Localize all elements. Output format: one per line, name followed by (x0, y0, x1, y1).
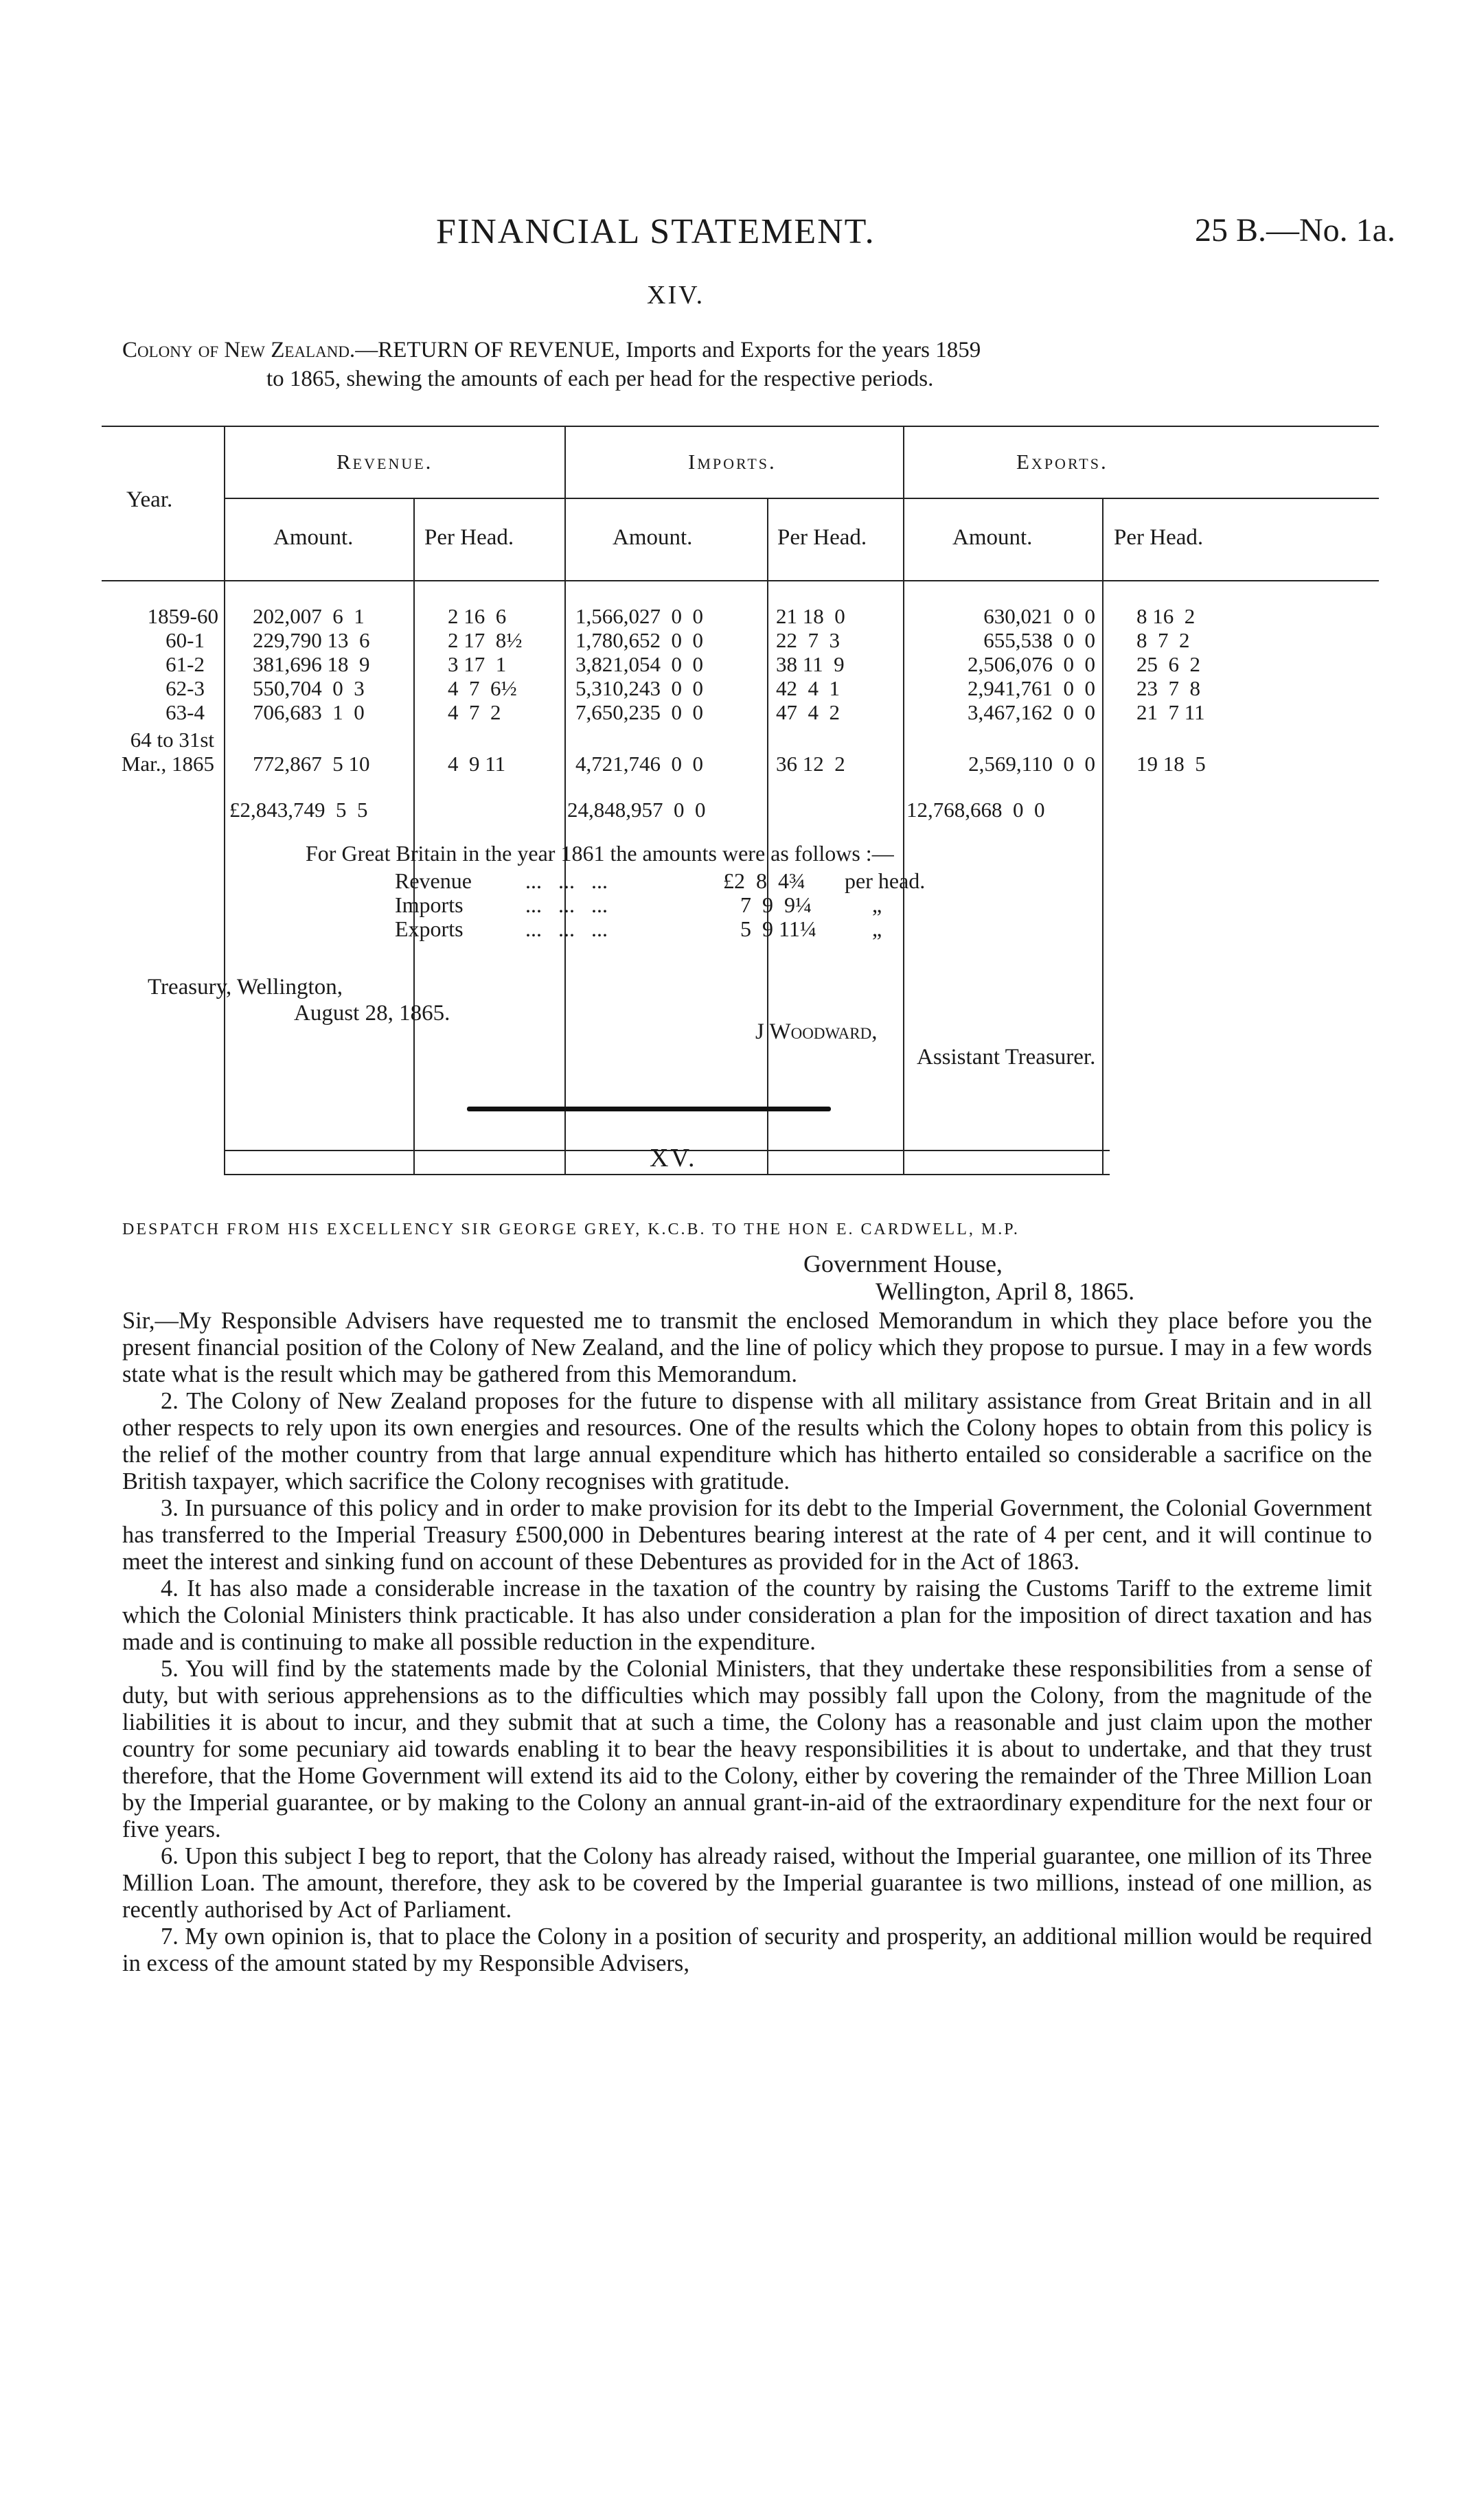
row-imp-amount: 5,310,243 0 0 (575, 676, 703, 700)
row-rev-perhead: 4 7 2 (448, 700, 501, 724)
col-divider-year (224, 426, 225, 1175)
row-rev-perhead: 3 17 1 (448, 652, 507, 676)
col-divider-revenue (564, 426, 566, 1175)
gb-value: £2 8 4¾ (723, 868, 805, 893)
header-exports: Exports. (1016, 450, 1108, 474)
treasury-date: August 28, 1865. (294, 1001, 450, 1026)
row-imp-amount: 1,780,652 0 0 (575, 628, 703, 652)
gb-unit: „ (872, 892, 882, 917)
row-exp-amount: 2,941,761 0 0 (968, 676, 1095, 700)
row-rev-amount: 381,696 18 9 (253, 652, 370, 676)
col-divider-imports (903, 426, 904, 1175)
row-imp-amount: 1,566,027 0 0 (575, 604, 703, 628)
row-exp-perhead: 23 7 8 (1136, 676, 1200, 700)
header-revenue: Revenue. (336, 450, 433, 474)
gb-value: 5 9 11¼ (740, 916, 816, 941)
section-number-xiv: XIV. (647, 281, 705, 310)
section-divider (467, 1107, 831, 1111)
row-year: 60-1 (165, 628, 205, 652)
row-exp-perhead: 8 7 2 (1136, 628, 1190, 652)
row-exp-amount: 3,467,162 0 0 (968, 700, 1095, 724)
paragraph: 4. It has also made a considerable increase in the taxation of the country by raising the Customs Tariff to the extreme limit which the Colonial Ministers think practicable. It has also under consideration a plan for the imposition of direct taxation and has made and is continuing to make all possible reduction in the expenditure. (122, 1575, 1372, 1655)
table-header-rule (102, 580, 1379, 581)
gb-label: Revenue (395, 868, 472, 893)
row-year: 62-3 (165, 676, 205, 700)
header-year: Year. (126, 487, 173, 512)
row-year-line2: Mar., 1865 (121, 752, 214, 776)
row-imp-perhead: 42 4 1 (776, 676, 840, 700)
header-imp-perhead: Per Head. (777, 525, 867, 550)
header-imports: Imports. (688, 450, 777, 474)
table-bottom-rule (224, 1174, 1110, 1175)
despatch-body (122, 1308, 1372, 1977)
row-exp-amount: 2,506,076 0 0 (968, 652, 1095, 676)
treasury-place: Treasury, Wellington, (148, 975, 343, 999)
row-rev-amount: 229,790 13 6 (253, 628, 370, 652)
header-exp-perhead: Per Head. (1114, 525, 1204, 550)
paragraph: 2. The Colony of New Zealand proposes for the future to dispense with all military assistance from Great Britain and in all other respects to rely upon its own energies and resources. One of the results which the Colony hopes to obtain from this policy is the relief of the mother country from that large annual expenditure which has hitherto entailed so considerable a sacrifice on the British taxpayer, which sacrifice the Colony recognises with gratitude. (122, 1388, 1372, 1494)
row-exp-perhead: 19 18 5 (1136, 752, 1206, 776)
row-imp-amount: 7,650,235 0 0 (575, 700, 703, 724)
row-exp-amount: 630,021 0 0 (983, 604, 1095, 628)
table-caption-line1 (122, 336, 981, 364)
paragraph: 5. You will find by the statements made by the Colonial Ministers, that they undertake these responsibilities from a sense of duty, but with serious apprehensions as to the difficulties which may possibly fall upon the Colony, from the magnitude of the liabilities it is about to incur, and they submit that at such a time, the Colony has a reasonable and just claim upon the mother country for some pecuniary aid towards enabling it to bear the heavy responsibilities it is about to undertake, and that they trust therefore, that the Home Government will extend its aid to the Colony, either by covering the remainder of the Three Million Loan by the Imperial guarantee, or by making to the Colony an annual grant-in-aid of the extraordinary expenditure for the next four or five years. (122, 1656, 1372, 1842)
row-imp-perhead: 22 7 3 (776, 628, 840, 652)
gb-label: Imports (395, 892, 464, 917)
col-divider-rev-perhead (413, 499, 415, 1175)
row-exp-perhead: 25 6 2 (1136, 652, 1200, 676)
table-top-rule (102, 426, 1379, 427)
signatory-role: Assistant Treasurer. (917, 1045, 1096, 1070)
row-exp-amount: 655,538 0 0 (983, 628, 1095, 652)
row-rev-perhead: 4 7 6½ (448, 676, 517, 700)
total-revenue: £2,843,749 5 5 (229, 798, 368, 822)
row-imp-perhead: 21 18 0 (776, 604, 845, 628)
total-exports: 12,768,668 0 0 (906, 798, 1045, 822)
row-rev-perhead: 2 16 6 (448, 604, 507, 628)
header-rev-perhead: Per Head. (424, 525, 514, 550)
row-rev-amount: 706,683 1 0 (253, 700, 365, 724)
row-year: 63-4 (165, 700, 205, 724)
gb-value: 7 9 9¼ (740, 892, 812, 917)
row-imp-perhead: 36 12 2 (776, 752, 845, 776)
row-year-line1: 64 to 31st (130, 728, 214, 752)
gb-unit: „ (872, 916, 882, 941)
page-reference: 25 B.—No. 1a. (1195, 212, 1395, 248)
paragraph: 6. Upon this subject I beg to report, that the Colony has already raised, without the Imperial guarantee, one million of its Three Million Loan. The amount, therefore, they ask to be covered by the Imperial guarantee is two millions, instead of one million, as recently authorised by Act of Parliament. (122, 1843, 1372, 1923)
row-rev-amount: 202,007 6 1 (253, 604, 365, 628)
paragraph: Sir,—My Responsible Advisers have requested me to transmit the enclosed Memorandum in which they place before you the present financial position of the Colony of New Zealand, and the line of policy which they propose to pursue. I may in a few words state what is the result which may be gathered from this Memorandum. (122, 1308, 1372, 1387)
caption-colony: Colony of New Zealand. (122, 338, 356, 362)
gb-label: Exports (395, 916, 464, 941)
header-rev-amount: Amount. (273, 525, 354, 550)
gb-dots: ... ... ... (525, 868, 608, 893)
row-rev-amount: 550,704 0 3 (253, 676, 365, 700)
col-divider-imp-perhead (767, 499, 768, 1175)
header-exp-amount: Amount. (952, 525, 1033, 550)
row-imp-perhead: 47 4 2 (776, 700, 840, 724)
group-header-rule (224, 498, 1379, 499)
paragraph: 7. My own opinion is, that to place the Colony in a position of security and prosperity, an additional million would be required in excess of the amount stated by my Responsible Advisers, (122, 1923, 1372, 1976)
page-title: FINANCIAL STATEMENT. (436, 212, 876, 251)
row-imp-perhead: 38 11 9 (776, 652, 845, 676)
total-imports: 24,848,957 0 0 (567, 798, 706, 822)
paragraph: 3. In pursuance of this policy and in order to make provision for its debt to the Imperial Government, the Colonial Government has transferred to the Imperial Treasury £500,000 in Debentures bearing interest at the rate of 4 per cent, and it will continue to meet the interest and sinking fund on account of these Debentures as provided for in the Act of 1863. (122, 1495, 1372, 1575)
gb-dots: ... ... ... (525, 892, 608, 917)
gb-intro: For Great Britain in the year 1861 the amounts were as follows :— (306, 841, 894, 866)
row-rev-perhead: 2 17 8½ (448, 628, 523, 652)
row-year: 1859-60 (147, 604, 218, 628)
gb-unit: per head. (845, 868, 926, 893)
row-exp-amount: 2,569,110 0 0 (968, 752, 1095, 776)
address-line1: Government House, (803, 1250, 1003, 1278)
signatory-name: J Woodward, (755, 1019, 878, 1044)
row-rev-amount: 772,867 5 10 (253, 752, 370, 776)
row-rev-perhead: 4 9 11 (448, 752, 506, 776)
row-imp-amount: 3,821,054 0 0 (575, 652, 703, 676)
header-imp-amount: Amount. (613, 525, 693, 550)
address-line2: Wellington, April 8, 1865. (876, 1278, 1135, 1305)
row-exp-perhead: 8 16 2 (1136, 604, 1196, 628)
row-year: 61-2 (165, 652, 205, 676)
col-divider-exp-perhead (1102, 499, 1104, 1175)
row-imp-amount: 4,721,746 0 0 (575, 752, 703, 776)
gb-dots: ... ... ... (525, 916, 608, 941)
table-caption-line2: to 1865, shewing the amounts of each per head for the respective periods. (266, 367, 934, 391)
section-number-xv: XV. (650, 1144, 697, 1172)
despatch-title: DESPATCH FROM HIS EXCELLENCY SIR GEORGE GREY, K.C.B. TO THE HON E. CARDWELL, M.P. (122, 1221, 1020, 1238)
caption-title: —RETURN OF REVENUE, Imports and Exports for the years 1859 (355, 338, 981, 362)
row-exp-perhead: 21 7 11 (1136, 700, 1205, 724)
